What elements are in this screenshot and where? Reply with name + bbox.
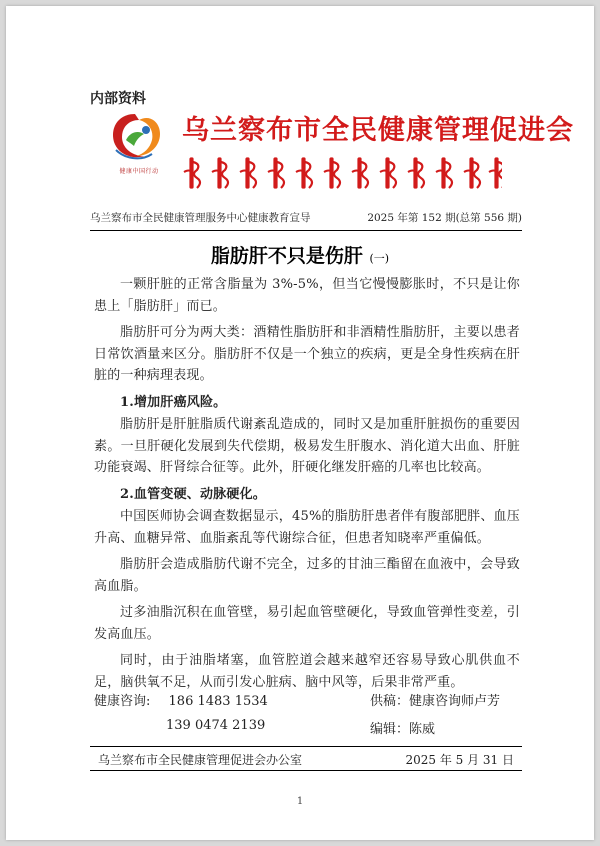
- issue-line: [90, 210, 522, 225]
- consult-label: 健康咨询:: [94, 694, 151, 709]
- paragraph: 中国医师协会调查数据显示，45%的脂肪肝患者伴有腹部肥胖、血压升高、血糖异常、血脂紊乱等代谢综合征，但患者知晓率严重偏低。: [94, 509, 520, 546]
- header-divider: [90, 230, 522, 231]
- footer-divider-bottom: [90, 770, 522, 771]
- paragraph: 同时，由于油脂堵塞，血管腔道会越来越窄还容易导致心肌供血不足，脑供氧不足，从而引发心脏病、脑中风等，后果非常严重。: [94, 653, 520, 690]
- office-name: 乌兰察布市全民健康管理促进会办公室: [98, 753, 303, 767]
- paragraph: 脂肪肝是肝脏脂质代谢紊乱造成的，同时又是加重肝脏损伤的重要因素。一旦肝硬化发展到失代偿期，极易发生肝腹水、消化道大出血、肝脏功能衰竭、肝肾综合征等。此外，肝硬化继发肝癌的几率也比较高。: [94, 417, 520, 475]
- consult-line: [94, 690, 268, 709]
- section-heading: 2.血管变硬、动脉硬化。: [120, 486, 266, 502]
- phone-number: 139 0474 2139: [166, 718, 266, 733]
- article-title: [6, 241, 594, 268]
- document-page: [6, 6, 594, 840]
- footer: [98, 751, 514, 768]
- issue-number: 2025 年第 152 期(总第 556 期): [367, 212, 522, 224]
- issuer-text: 乌兰察布市全民健康管理服务中心健康教育宣导: [90, 212, 311, 224]
- page-number: 1: [296, 796, 304, 807]
- org-title: 乌兰察布市全民健康管理促进会: [182, 115, 574, 146]
- section-heading: 1.增加肝癌风险。: [120, 394, 227, 410]
- contact-block: [94, 690, 534, 746]
- paragraph: 脂肪肝会造成脂肪代谢不完全，过多的甘油三酯留在血液中，会导致高血脂。: [94, 557, 520, 594]
- mongolian-script-graphic: [182, 156, 502, 192]
- health-china-logo-icon: [106, 110, 164, 164]
- publish-date: 2025 年 5 月 31 日: [405, 753, 514, 767]
- logo-caption: 健康中国行动: [119, 168, 159, 175]
- phone-number: 186 1483 1534: [168, 694, 268, 709]
- internal-label: 内部资料: [90, 91, 146, 107]
- article-body: [94, 274, 520, 698]
- footer-divider-top: [90, 746, 522, 747]
- editor-credit: 编辑：陈威: [370, 722, 436, 737]
- supplier-credit: 供稿：健康咨询师卢芳: [370, 694, 501, 709]
- article-title-text: 脂肪肝不只是伤肝: [210, 245, 363, 267]
- article-title-part: (一): [369, 252, 390, 265]
- paragraph: 过多油脂沉积在血管壁，易引起血管壁硬化，导致血管弹性变差，引发高血压。: [94, 605, 520, 642]
- paragraph: 脂肪肝可分为两大类：酒精性脂肪肝和非酒精性脂肪肝，主要以患者日常饮酒量来区分。脂肪肝不仅是一个独立的疾病，更是全身性疾病在肝脏的一种病理表现。: [94, 325, 520, 383]
- paragraph: 一颗肝脏的正常含脂量为 3%-5%，但当它慢慢膨胀时，不只是让你患上「脂肪肝」而已。: [94, 277, 520, 314]
